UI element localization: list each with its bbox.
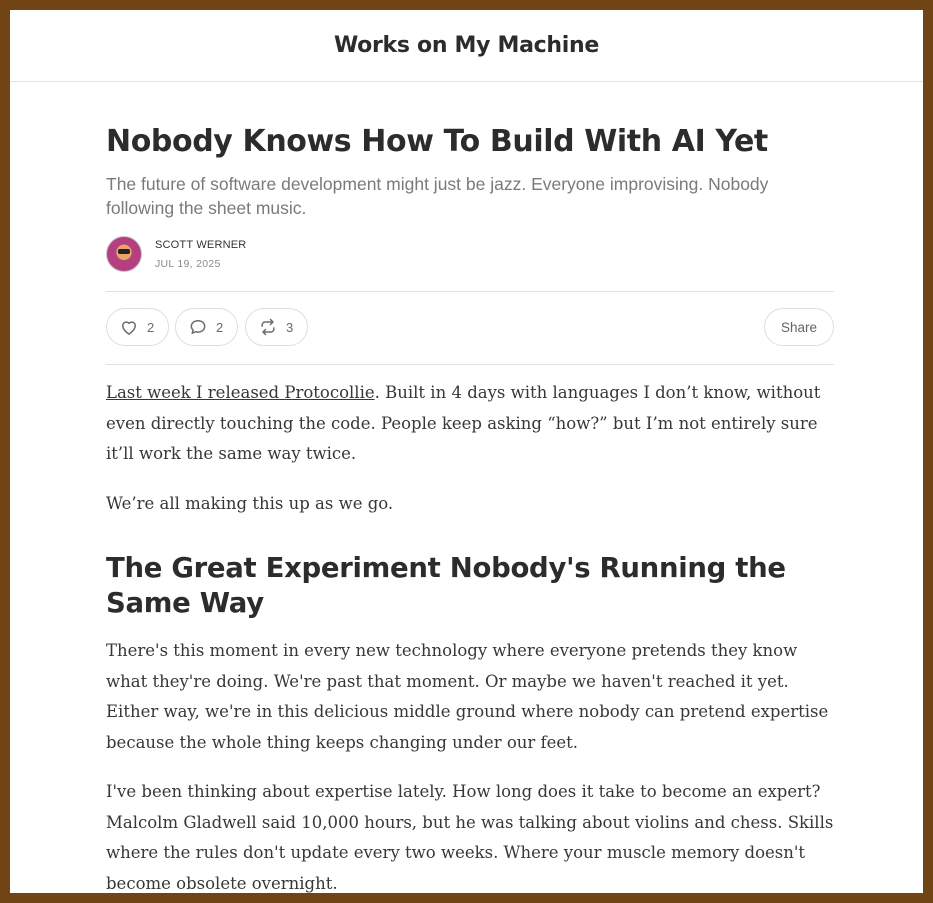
post-title: Nobody Knows How To Build With AI Yet <box>106 124 768 159</box>
like-count: 2 <box>147 319 155 335</box>
comment-button[interactable] <box>175 308 238 346</box>
restack-icon <box>258 317 278 337</box>
post-subtitle: The future of software development might just be jazz. Everyone improvising. Nobody following the sheet music. <box>106 174 769 218</box>
divider-top <box>106 291 834 292</box>
protocollie-link[interactable]: Last week I released Protocollie <box>106 383 375 402</box>
paragraph-3: There's this moment in every new technology where everyone pretends they know what they're doing. We're past that moment. Or maybe we haven't reached it yet. Either way, we're in this delicious middle ground where nobody can pretend expertise because the whole thing keeps changing under our feet. <box>106 641 829 752</box>
divider-bottom <box>106 364 834 365</box>
restack-count: 3 <box>286 319 294 335</box>
section-heading: The Great Experiment Nobody's Running the Same Way <box>106 552 786 619</box>
like-button[interactable] <box>106 308 169 346</box>
site-header <box>10 10 923 82</box>
post-body <box>106 378 834 893</box>
author-name[interactable]: SCOTT WERNER <box>155 239 247 251</box>
page-frame <box>10 10 923 893</box>
paragraph-4: I've been thinking about expertise lately. How long does it take to become an expert? Malcolm Gladwell said 10,000 hours, but he was talking about violins and chess. Skills where the rules don't update every two weeks. Where your muscle memory doesn't become obsolete overnight. <box>106 782 834 893</box>
byline-text <box>155 238 246 270</box>
paragraph-2: We’re all making this up as we go. <box>106 493 394 513</box>
comment-count: 2 <box>216 319 224 335</box>
restack-button[interactable] <box>245 308 308 346</box>
site-title[interactable]: Works on My Machine <box>333 33 600 58</box>
post-actions <box>106 308 834 348</box>
post-date: JUL 19, 2025 <box>155 258 221 270</box>
paragraph-1 <box>106 378 834 470</box>
avatar[interactable] <box>106 236 142 272</box>
byline <box>106 236 246 272</box>
paragraph-1-text: . Built in 4 days with languages I don’t know, without even directly touching the code. People keep asking “how?” but I’m not entirely sure it’ll work the same way twice. <box>106 383 821 463</box>
heart-icon <box>119 317 139 337</box>
comment-icon <box>188 317 208 337</box>
share-button[interactable]: Share <box>764 308 834 346</box>
